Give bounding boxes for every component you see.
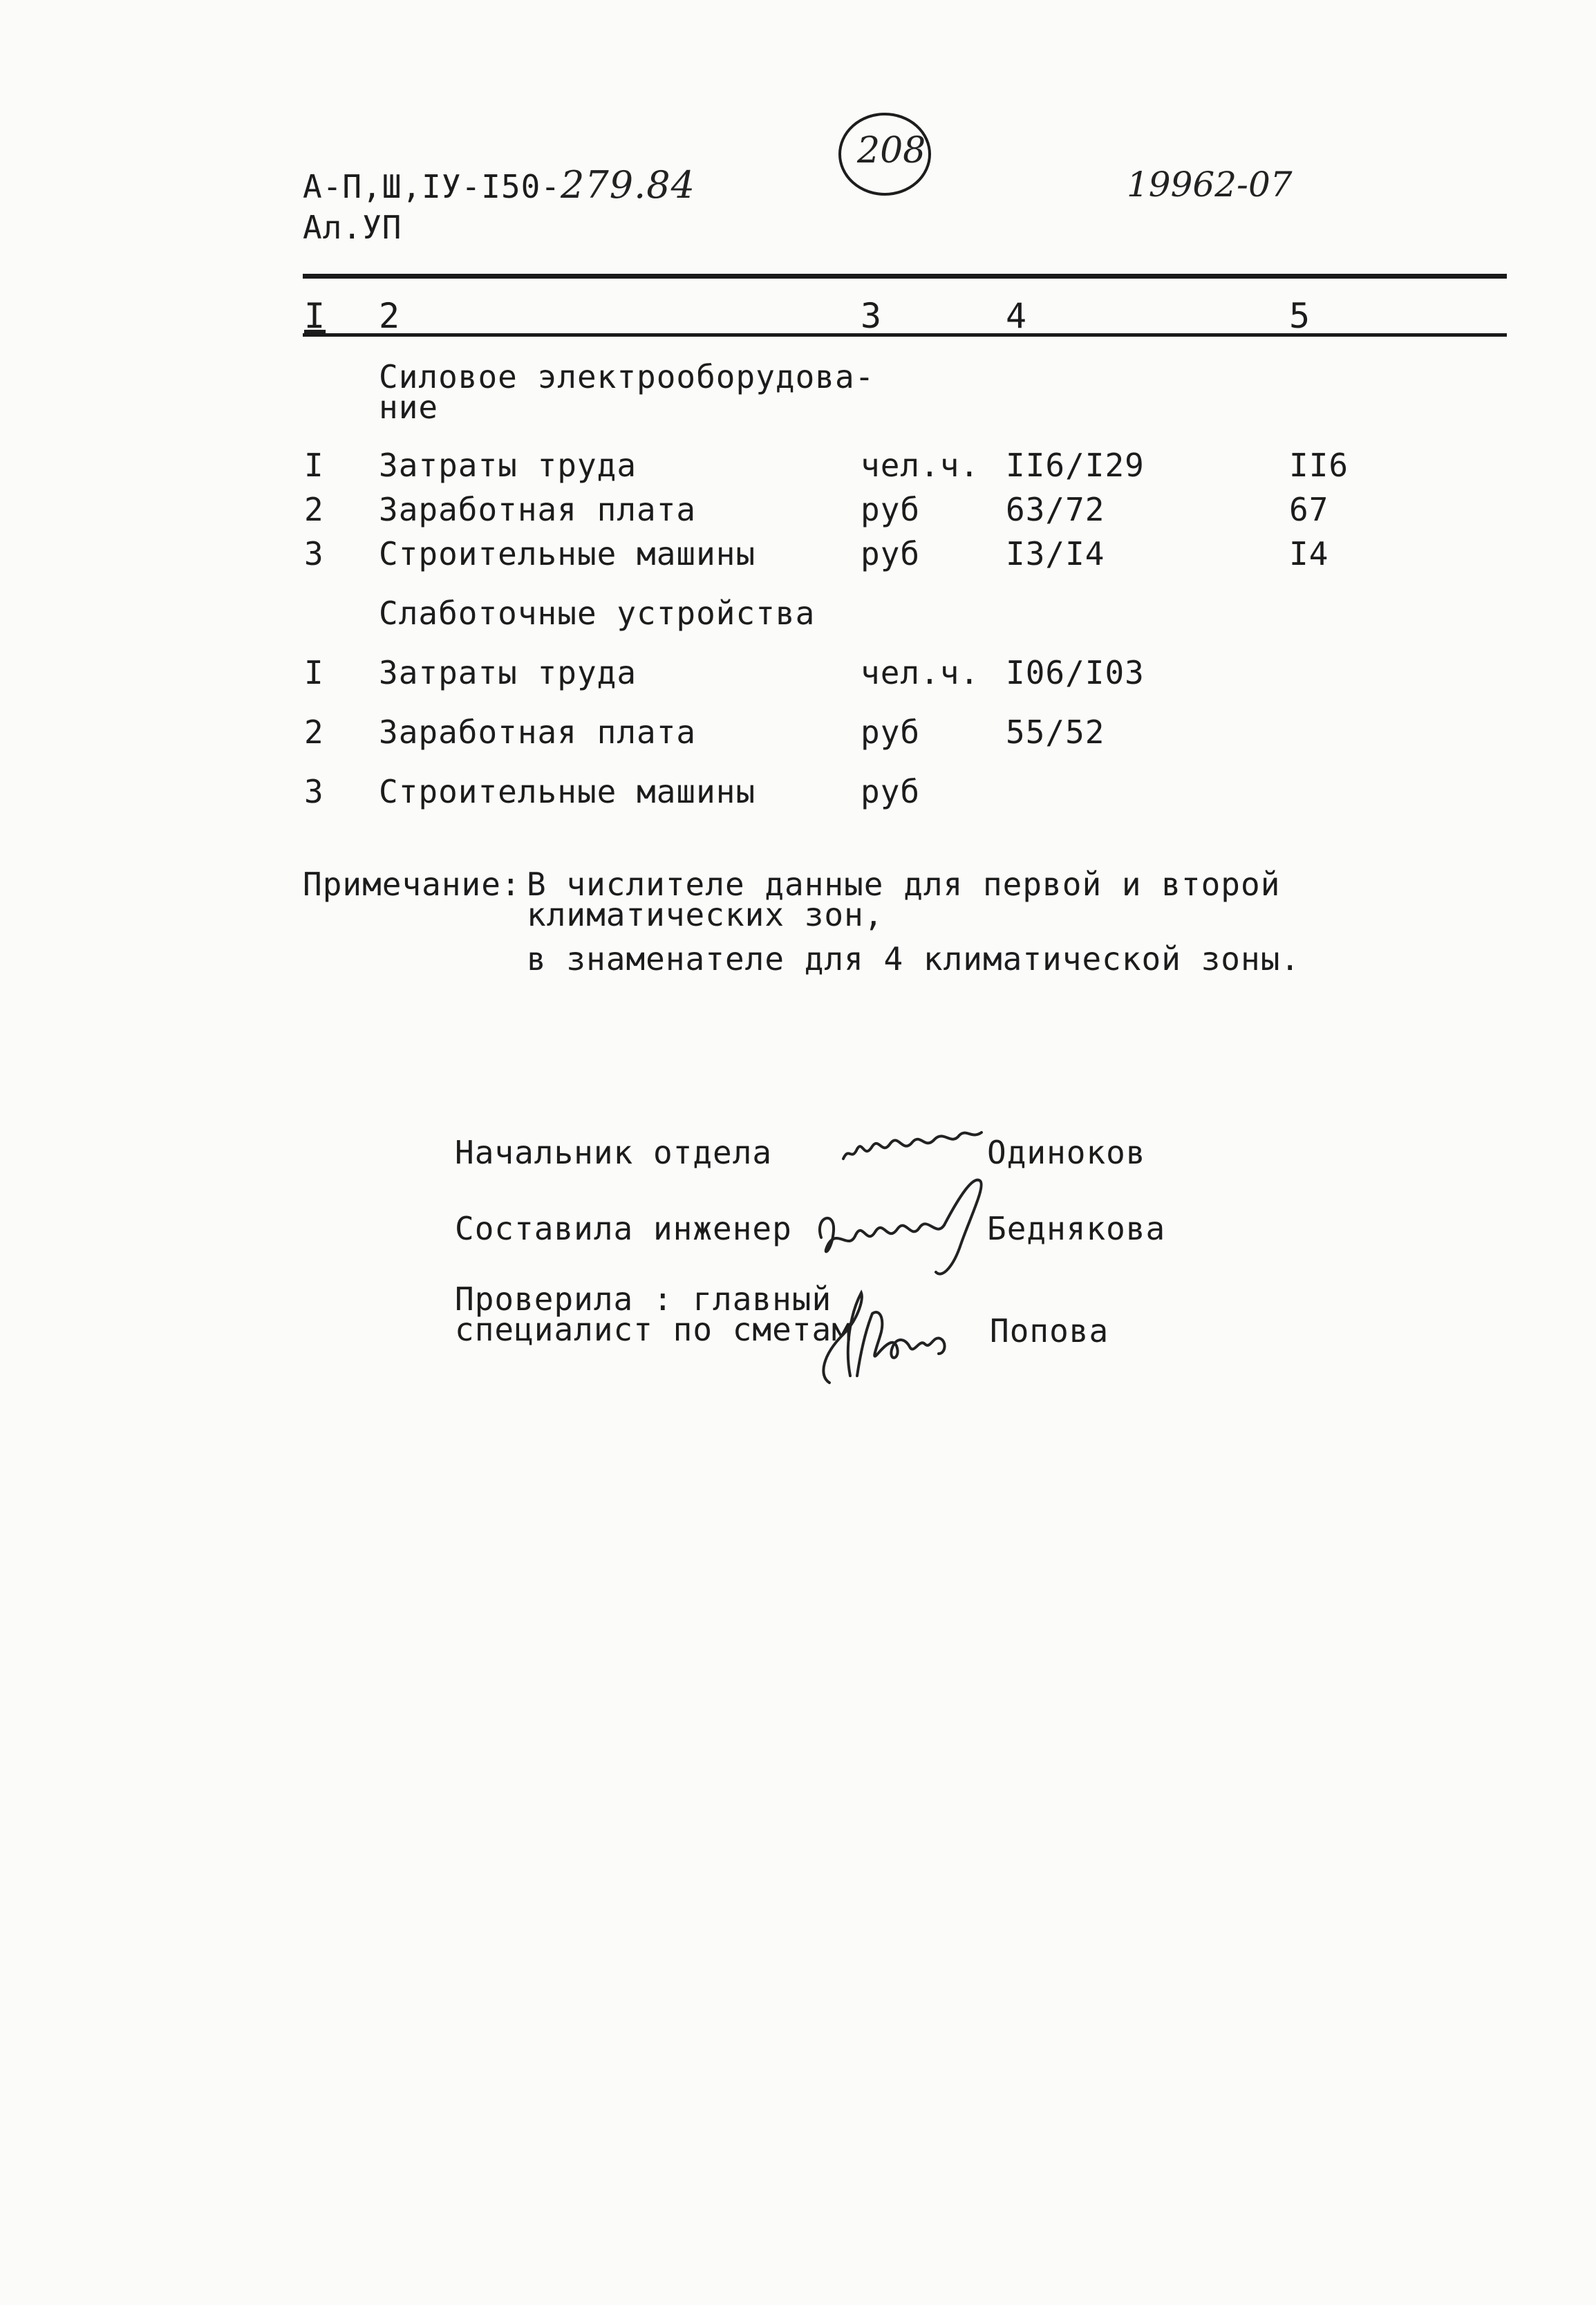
note-line: В числителе данные для первой и второй <box>527 866 1281 903</box>
handwritten-signature <box>836 1119 988 1174</box>
row-value: II6/I29 <box>1006 447 1145 484</box>
row-unit: чел.ч. <box>861 654 980 691</box>
note-line: климатических зон, <box>527 896 884 933</box>
row-value: I06/I03 <box>1006 654 1145 691</box>
column-number: I <box>304 296 326 336</box>
row-name: Затраты труда <box>379 447 637 484</box>
section-title: Силовое электрооборудова- <box>379 358 875 395</box>
row-total: 67 <box>1289 491 1329 528</box>
row-unit: чел.ч. <box>861 447 980 484</box>
column-number: 4 <box>1006 296 1028 336</box>
row-unit: руб <box>861 535 921 572</box>
signatory-title: Начальник отдела <box>455 1134 773 1171</box>
signatory-name: Попова <box>990 1312 1109 1350</box>
row-name: Затраты труда <box>379 654 637 691</box>
signatory-name: Беднякова <box>987 1210 1166 1247</box>
document-code-typed: А-П,Ш,IУ-I50- <box>303 168 561 205</box>
handwritten-signature <box>809 1272 995 1397</box>
signatory-title-continued: специалист по сметам <box>455 1311 852 1348</box>
row-value: I3/I4 <box>1006 535 1105 572</box>
signatory-title: Составила инженер <box>455 1210 792 1247</box>
section-title: Слаботочные устройства <box>379 595 816 632</box>
row-unit: руб <box>861 773 921 810</box>
row-number: 3 <box>304 535 324 572</box>
row-name: Строительные машины <box>379 773 756 810</box>
row-name: Заработная плата <box>379 491 697 528</box>
document-code <box>303 163 695 207</box>
note-label: Примечание: <box>303 866 521 903</box>
column-number: 3 <box>861 296 883 336</box>
row-name: Заработная плата <box>379 713 697 751</box>
row-total: II6 <box>1289 447 1349 484</box>
note-line: в знаменателе для 4 климатической зоны. <box>527 940 1301 978</box>
page-number: 208 <box>857 130 926 171</box>
row-number: 3 <box>304 773 324 810</box>
section-title-continued: ние <box>379 389 439 426</box>
table-header-rule <box>303 333 1507 337</box>
row-number: I <box>304 654 324 691</box>
document-code-handwritten: 279.84 <box>561 163 695 207</box>
row-number: 2 <box>304 713 324 751</box>
row-unit: руб <box>861 713 921 751</box>
signatory-title: Проверила : главный <box>455 1280 832 1318</box>
row-name: Строительные машины <box>379 535 756 572</box>
handwritten-signature <box>807 1168 994 1286</box>
album-label: Ал.УП <box>303 209 402 246</box>
row-number: I <box>304 447 324 484</box>
table-top-rule <box>303 274 1507 279</box>
document-number: 19962-07 <box>1127 165 1293 205</box>
row-total: I4 <box>1289 535 1329 572</box>
row-unit: руб <box>861 491 921 528</box>
row-value: 63/72 <box>1006 491 1105 528</box>
row-value: 55/52 <box>1006 713 1105 751</box>
column-number: 5 <box>1289 296 1311 336</box>
signatory-name: Одиноков <box>987 1134 1146 1171</box>
column-number: 2 <box>379 296 401 336</box>
row-number: 2 <box>304 491 324 528</box>
